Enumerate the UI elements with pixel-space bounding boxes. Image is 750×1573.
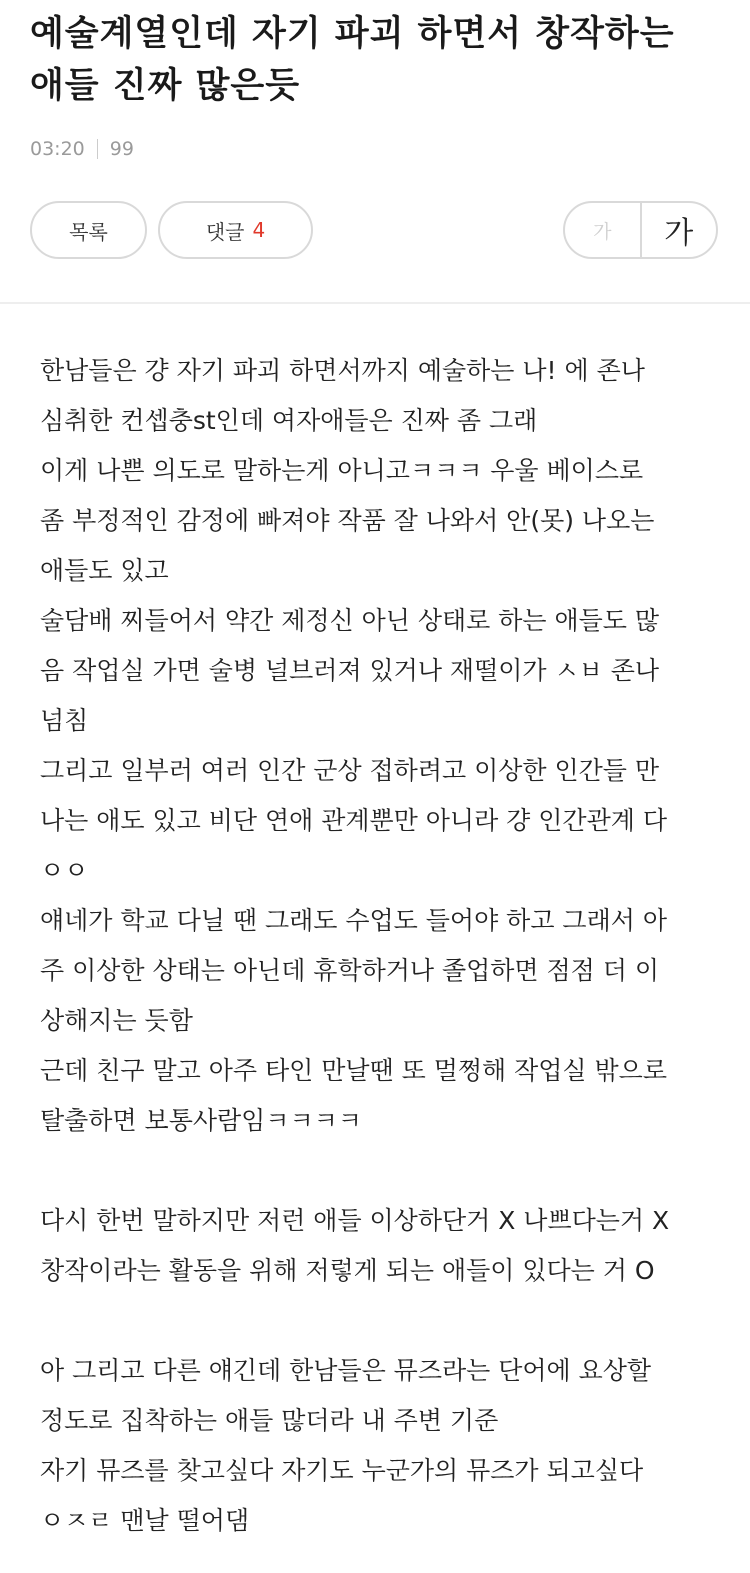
post-views: 99 xyxy=(109,138,134,160)
post-body-line: 다시 한번 말하지만 저런 애들 이상하단거 X 나쁘다는거 X xyxy=(40,1206,670,1235)
meta-divider xyxy=(97,139,98,159)
post-body-line: 음 작업실 가면 술병 널브러져 있거나 재떨이가 ㅅㅂ 존나 xyxy=(40,656,660,685)
post-title-line: 예술계열인데 자기 파괴 하면서 창작하는 xyxy=(30,14,675,54)
post-body-line: 한남들은 걍 자기 파괴 하면서까지 예술하는 나! 에 존나 xyxy=(40,356,645,385)
post-body-line: 나는 애도 있고 비단 연애 관계뿐만 아니라 걍 인간관계 다 xyxy=(40,806,667,835)
font-size-large-label: 가 xyxy=(664,216,694,251)
post-toolbar xyxy=(30,201,718,261)
post-body-line: 그리고 일부러 여러 인간 군상 접하려고 이상한 인간들 만 xyxy=(40,756,660,785)
font-size-small-label: 가 xyxy=(593,220,612,243)
post-title xyxy=(30,8,720,112)
font-size-large-button[interactable] xyxy=(642,203,717,257)
post-time: 03:20 xyxy=(30,138,85,160)
list-button[interactable] xyxy=(30,201,147,259)
post-body-line: 좀 부정적인 감정에 빠져야 작품 잘 나와서 안(못) 나오는 xyxy=(40,506,655,535)
post-body-line: ㅇㅇ xyxy=(40,856,89,885)
post-body-line: 넘침 xyxy=(40,706,89,735)
post-body-line: 탈출하면 보통사람임ㅋㅋㅋㅋ xyxy=(40,1106,362,1135)
post-body-line: 주 이상한 상태는 아닌데 휴학하거나 졸업하면 점점 더 이 xyxy=(40,956,660,985)
post-body-line: 정도로 집착하는 애들 많더라 내 주변 기준 xyxy=(40,1406,499,1435)
font-size-small-button[interactable] xyxy=(565,203,642,257)
post-body-line: 창작이라는 활동을 위해 저렇게 되는 애들이 있다는 거 O xyxy=(40,1256,655,1285)
post-title-line: 애들 진짜 많은듯 xyxy=(30,66,301,106)
post-body-line: 심취한 컨셉충st인데 여자애들은 진짜 좀 그래 xyxy=(40,406,538,435)
comments-count: 4 xyxy=(252,218,266,242)
post-header xyxy=(0,0,750,164)
font-size-toggle xyxy=(563,201,718,259)
post-body-line: 이게 나쁜 의도로 말하는게 아니고ㅋㅋㅋ 우울 베이스로 xyxy=(40,456,644,485)
post-body xyxy=(40,346,720,1546)
post-body-line xyxy=(40,1146,720,1196)
post-body-line: 근데 친구 말고 아주 타인 만날땐 또 멀쩡해 작업실 밖으로 xyxy=(40,1056,667,1085)
section-divider xyxy=(0,302,750,304)
post-body-line xyxy=(40,1296,720,1346)
post-body-line: ㅇㅈㄹ 맨날 떨어댐 xyxy=(40,1506,250,1535)
post-body-line: 아 그리고 다른 얘긴데 한남들은 뮤즈라는 단어에 요상할 xyxy=(40,1356,652,1385)
post-body-line: 술담배 찌들어서 약간 제정신 아닌 상태로 하는 애들도 많 xyxy=(40,606,660,635)
list-button-label: 목록 xyxy=(69,219,108,244)
post-body-line: 얘네가 학교 다닐 땐 그래도 수업도 들어야 하고 그래서 아 xyxy=(40,906,667,935)
comments-button[interactable] xyxy=(158,201,313,259)
comments-button-label: 댓글 xyxy=(205,219,245,244)
post-body-line: 자기 뮤즈를 찾고싶다 자기도 누군가의 뮤즈가 되고싶다 xyxy=(40,1456,644,1485)
post-body-line: 상해지는 듯함 xyxy=(40,1006,193,1035)
post-body-line: 애들도 있고 xyxy=(40,556,169,585)
post-meta xyxy=(30,134,720,164)
